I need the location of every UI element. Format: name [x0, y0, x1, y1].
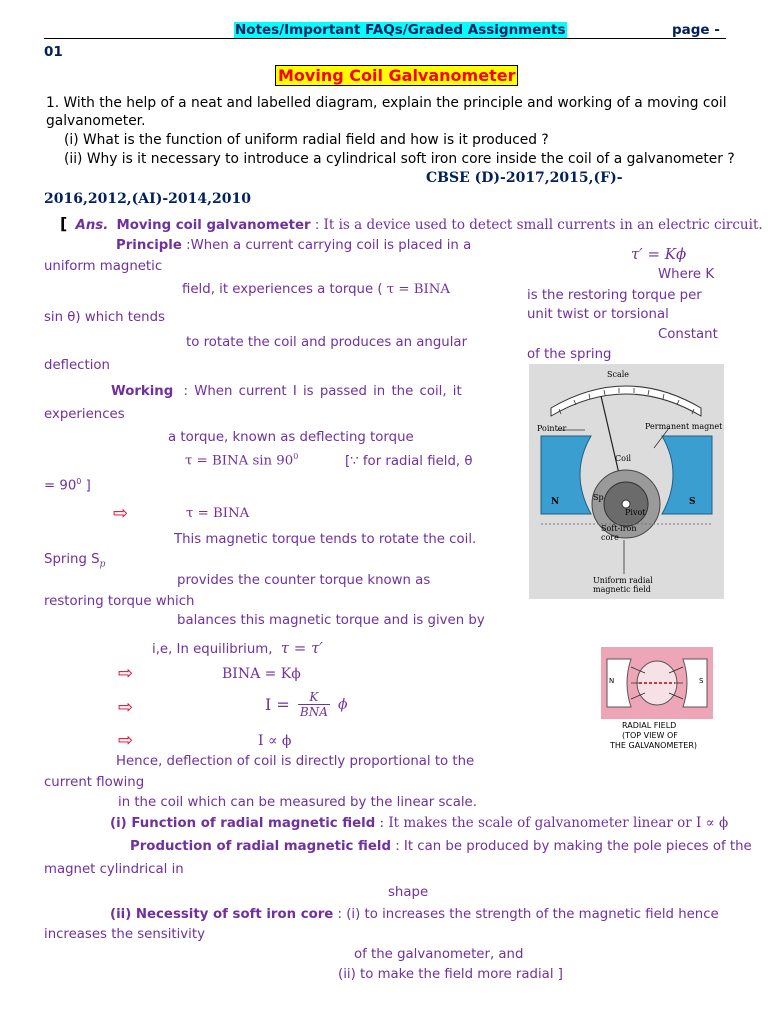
right-line-4: Constant	[658, 327, 718, 342]
radial-caption-3: THE GALVANOMETER)	[610, 741, 698, 750]
header-page-label: page -	[672, 22, 720, 38]
label-uniform-radial: Uniform radial	[593, 576, 653, 585]
spring-line-3: restoring torque which	[44, 594, 195, 609]
equilibrium-line: i,e, In equilibrium, τ = τ′	[152, 639, 323, 657]
production-radial-field: Production of radial magnetic field : It can be produced by making the pole pieces of the	[130, 839, 752, 854]
restoring-torque-equation: τ′ = Kϕ	[631, 245, 687, 263]
working-line-3: a torque, known as deflecting torque	[168, 430, 414, 445]
label-sp: Sp	[593, 493, 604, 502]
right-line-1: Where K	[658, 267, 715, 282]
radial-caption-1: RADIAL FIELD	[622, 721, 677, 730]
header-title: Notes/Important FAQs/Graded Assignments	[235, 22, 566, 38]
proportionality-equation: I ∝ ϕ	[258, 733, 292, 749]
galvanometer-diagram	[529, 364, 724, 599]
question-line-2: galvanometer.	[46, 113, 146, 129]
answer-intro: [ Ans. Moving coil galvanometer : It is a device used to detect small currents in an electric circuit.	[60, 214, 763, 233]
topic-title: Moving Coil Galvanometer	[275, 66, 518, 85]
necessity-line-4: (ii) to make the field more radial ]	[338, 967, 563, 982]
necessity-soft-iron-core: (ii) Necessity of soft iron core : (i) to increases the strength of the magnetic field hence	[110, 907, 719, 922]
label-pivot: Pivot	[625, 508, 646, 517]
question-line-1: 1. With the help of a neat and labelled diagram, explain the principle and working of a moving coil	[46, 95, 727, 111]
label-scale: Scale	[607, 370, 630, 379]
necessity-line-3: of the galvanometer, and	[354, 947, 524, 962]
production-line-3: shape	[388, 885, 429, 900]
implies-arrow-icon-3: ⇨	[118, 697, 134, 718]
radial-field-note-2: = $90^0$ ]	[44, 477, 91, 494]
right-line-3: unit twist or torsional	[527, 307, 669, 322]
label-coil: Coil	[615, 454, 632, 463]
radial-north-label: N	[609, 677, 615, 685]
header-page-number: 01	[44, 44, 63, 60]
hence-line-2: current flowing	[44, 775, 145, 790]
right-line-5: of the spring	[527, 347, 612, 362]
principle-line-6: deflection	[44, 358, 110, 373]
label-north-pole: N	[551, 497, 560, 507]
hence-line-3: in the coil which can be measured by the linear scale.	[118, 795, 477, 810]
question-years-1: CBSE (D)-2017,2015,(F)-	[426, 170, 623, 186]
radial-south-label: S	[699, 677, 704, 685]
working-line-2: experiences	[44, 407, 125, 422]
label-permanent-magnet: Permanent magnet	[645, 422, 723, 431]
radial-field-diagram	[601, 647, 713, 719]
current-equation: I = K BNA ϕ	[265, 690, 348, 719]
question-sub-1: (i) What is the function of uniform radial field and how is it produced ?	[64, 132, 549, 148]
implies-arrow-icon: ⇨	[113, 503, 129, 524]
function-radial-field: (i) Function of radial magnetic field : It makes the scale of galvanometer linear or I ∝ ϕ	[110, 815, 729, 831]
galvanometer-figure	[529, 364, 724, 599]
label-soft-iron-core: Soft-iron core	[601, 524, 637, 542]
header-rule	[44, 38, 726, 39]
spring-line-4: balances this magnetic torque and is given by	[177, 613, 485, 628]
implies-arrow-icon-4: ⇨	[118, 730, 134, 751]
fraction: K BNA	[299, 690, 328, 719]
principle-line-5: to rotate the coil and produces an angular	[186, 335, 468, 350]
necessity-line-2: increases the sensitivity	[44, 927, 205, 942]
magnetic-torque-line: This magnetic torque tends to rotate the coil.	[174, 532, 477, 547]
spring-line-2: provides the counter torque known as	[177, 573, 431, 588]
production-line-2: magnet cylindrical in	[44, 862, 184, 877]
question-years-2: 2016,2012,(AI)-2014,2010	[44, 191, 251, 207]
implies-arrow-icon-2: ⇨	[118, 663, 134, 684]
label-magnetic-field: magnetic field	[593, 585, 651, 594]
label-south-pole: S	[689, 497, 696, 507]
deflecting-torque-equation: τ = BINA $\sin 90^0$	[185, 452, 299, 469]
spring-line-1: Spring $S_p$	[44, 552, 106, 570]
principle-line-2: uniform magnetic	[44, 259, 163, 274]
equilibrium-equation: BINA = Kϕ	[222, 666, 301, 682]
radial-field-note: [∵ for radial field, θ	[345, 454, 473, 469]
radial-field-figure	[601, 647, 713, 719]
principle-line-3: field, it experiences a torque ( τ = BINA	[182, 282, 451, 297]
working-line-1: Working : When current I is passed in the coil, it	[111, 384, 462, 399]
label-pointer: Pointer	[537, 424, 567, 433]
torque-equation: τ = BINA	[186, 506, 250, 521]
hence-line-1: Hence, deflection of coil is directly proportional to the	[116, 754, 475, 769]
principle-line-4: sin θ) which tends	[44, 310, 165, 325]
radial-caption-2: (TOP VIEW OF	[622, 731, 678, 740]
right-line-2: is the restoring torque per	[527, 288, 702, 303]
question-sub-2: (ii) Why is it necessary to introduce a cylindrical soft iron core inside the coil of a galvanometer ?	[64, 151, 735, 167]
principle-line-1: Principle :When a current carrying coil is placed in a	[116, 238, 472, 253]
